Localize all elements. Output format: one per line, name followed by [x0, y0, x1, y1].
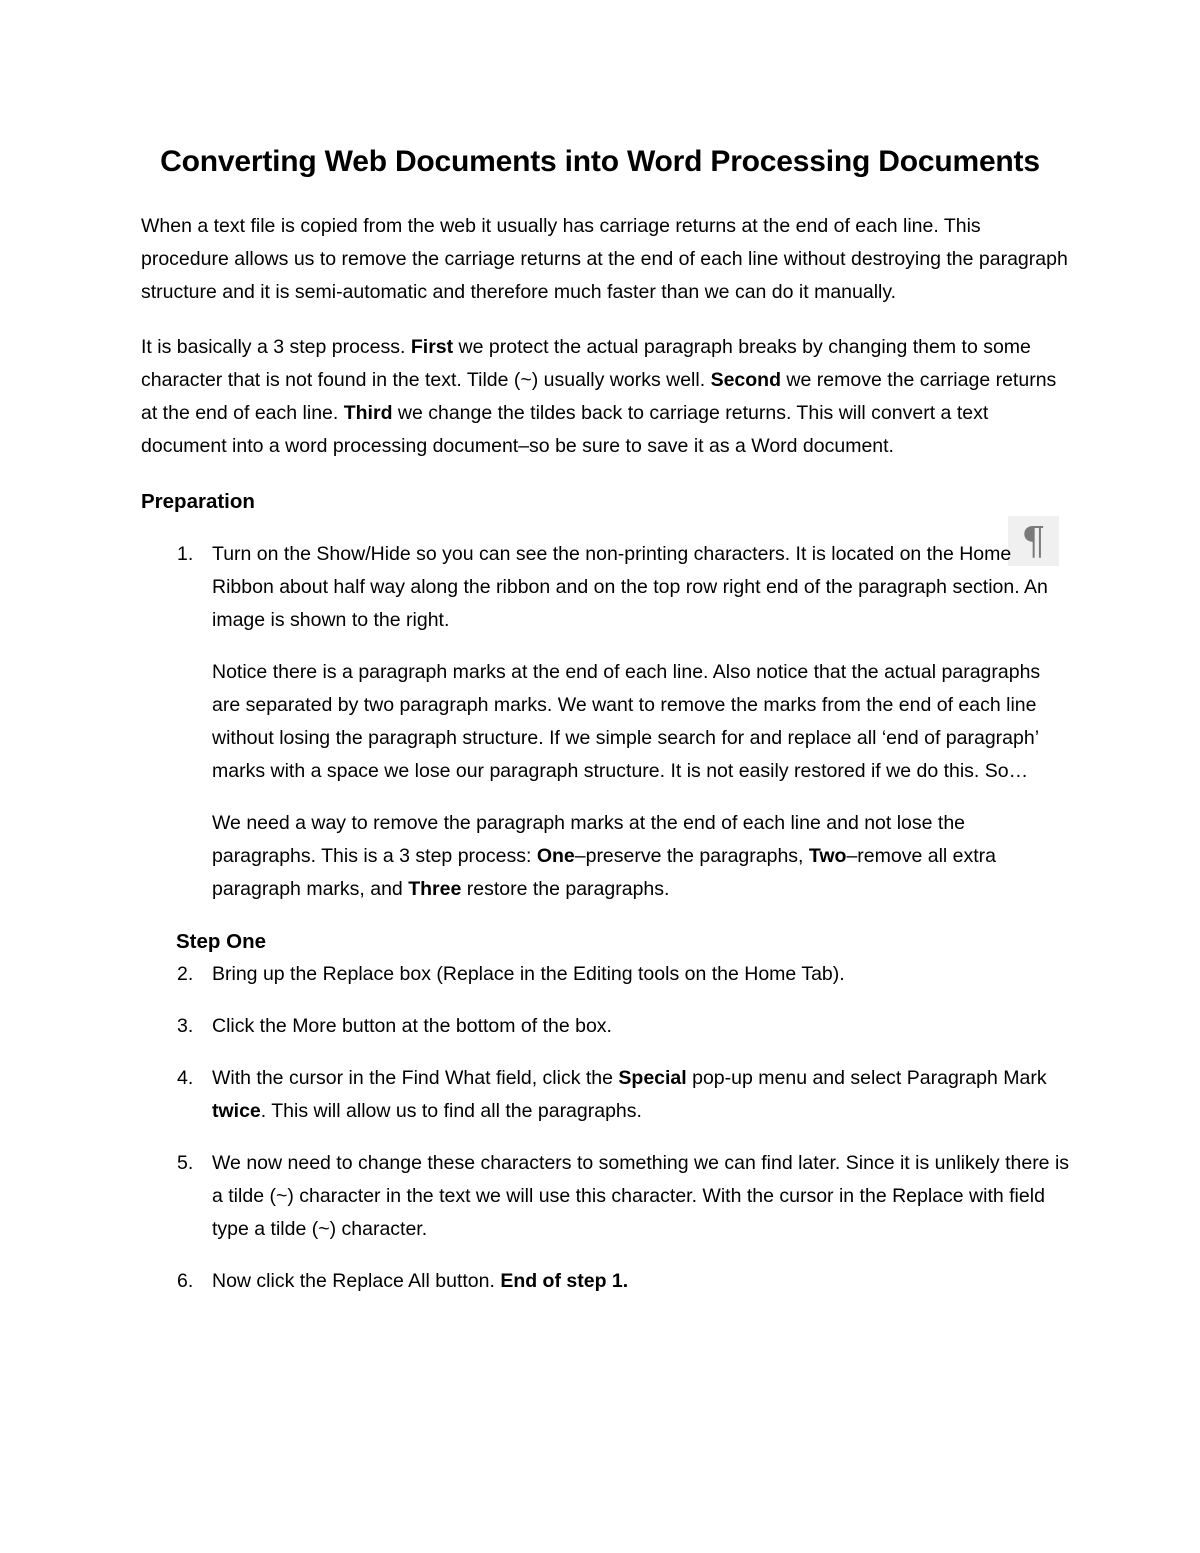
list-number: 5. [177, 1152, 194, 1174]
item4-text-a: With the cursor in the Find What field, click the [212, 1067, 619, 1089]
list-item-1 [141, 538, 1071, 637]
list-item-text: Bring up the Replace box (Replace in the Editing tools on the Home Tab). [212, 963, 845, 985]
bold-third: Third [343, 402, 393, 424]
list-number: 1. [177, 543, 194, 565]
intro-p2-text-b: we protect the actual paragraph breaks by changing them to some character that is not found in the text. Tilde (~) usually works well. [141, 336, 1031, 391]
bold-special: Special [618, 1067, 687, 1089]
intro-p2-text-c: we remove the carriage returns at the end of each line. [141, 369, 1057, 424]
intro-paragraph-1: When a text file is copied from the web it usually has carriage returns at the end of each line. This procedure allows us to remove the carriage returns at the end of each line without destroying the paragraph structure and it is semi-automatic and therefore much faster than we can do it manually. [141, 215, 1068, 303]
bold-end-of-step: End of step 1. [500, 1270, 629, 1292]
need-paragraph [141, 807, 1071, 906]
list-item-5 [141, 1147, 1071, 1246]
intro-paragraph-2 [141, 331, 1071, 463]
bold-two: Two [808, 845, 847, 867]
need-text-a: We need a way to remove the paragraph marks at the end of each line and not lose the paragraphs. This is a 3 step process: [212, 812, 966, 867]
need-text-d: restore the paragraphs. [461, 878, 670, 900]
list-item-text: Click the More button at the bottom of the box. [212, 1015, 612, 1037]
pilcrow-icon: ¶ [1021, 519, 1046, 563]
list-number: 4. [177, 1067, 194, 1089]
list-number: 6. [177, 1270, 194, 1292]
bold-three: Three [408, 878, 462, 900]
document-body [141, 210, 1071, 1298]
bold-second: Second [710, 369, 781, 391]
need-text-c: –remove all extra paragraph marks, and [212, 845, 997, 900]
list-number: 2. [177, 963, 194, 985]
need-text-b: –preserve the paragraphs, [574, 845, 809, 867]
list-item-3 [141, 1010, 1071, 1043]
list-number: 3. [177, 1015, 194, 1037]
preparation-heading: Preparation [141, 490, 255, 513]
bold-one: One [536, 845, 575, 867]
list-item-text: Turn on the Show/Hide so you can see the non-printing characters. It is located on the Home Ribbon about half way along the ribbon and on the top row right end of the paragraph section. An image is shown to the right. [212, 543, 1048, 631]
intro-p2-text-d: we change the tildes back to carriage returns. This will convert a text document into a word processing document–so be sure to save it as a Word document. [141, 402, 989, 457]
list-item-4 [141, 1062, 1071, 1128]
document-title: Converting Web Documents into Word Processing Documents [160, 145, 1040, 178]
bold-twice: twice [212, 1100, 261, 1122]
notice-paragraph: Notice there is a paragraph marks at the end of each line. Also notice that the actual paragraphs are separated by two paragraph marks. We want to remove the marks from the end of each line without losing the paragraph structure. If we simple search for and replace all ‘end of paragraph’ marks with a space we lose our paragraph structure. It is not easily restored if we do this. So… [212, 661, 1041, 782]
bold-first: First [410, 336, 454, 358]
list-item-6 [141, 1265, 1071, 1298]
list-item-2 [141, 958, 1071, 991]
item4-text-b: pop-up menu and select Paragraph Mark [686, 1067, 1047, 1089]
item4-text-c: . This will allow us to find all the paragraphs. [260, 1100, 642, 1122]
intro-section [141, 210, 1071, 463]
intro-p2-text-a: It is basically a 3 step process. [141, 336, 411, 358]
item6-text-a: Now click the Replace All button. [212, 1270, 501, 1292]
list-item-text: We now need to change these characters to something we can find later. Since it is unlikely there is a tilde (~) character in the text we will use this character. With the cursor in the Replace with field type a tilde (~) character. [212, 1152, 1070, 1240]
step-one-heading: Step One [176, 930, 266, 953]
